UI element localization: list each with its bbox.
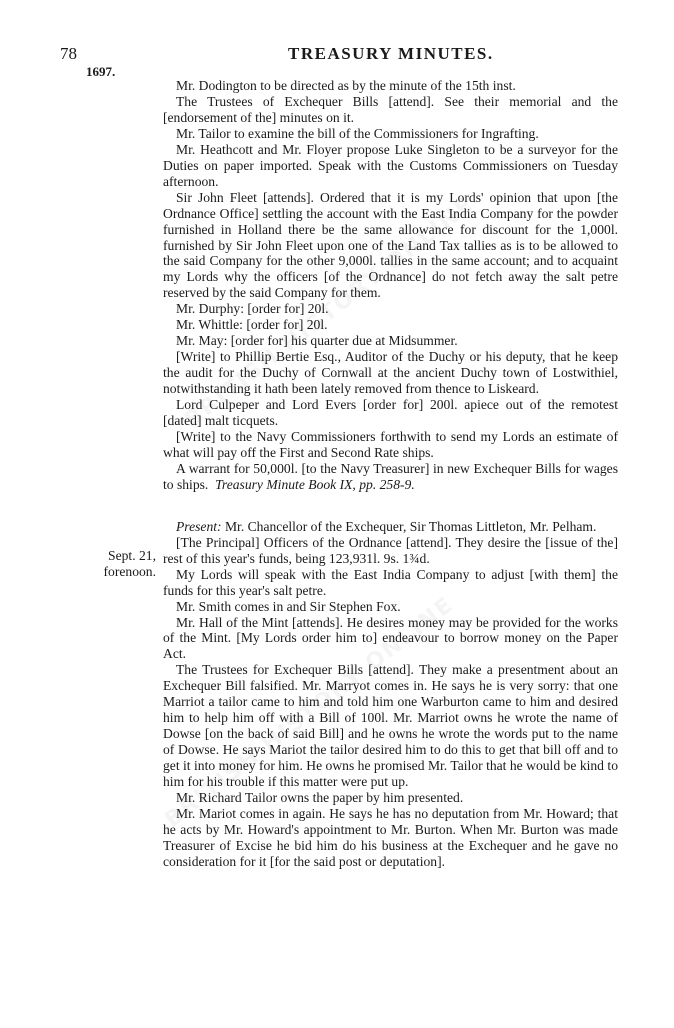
paragraph: Mr. May: [order for] his quarter due at Midsummer. xyxy=(176,333,458,349)
paragraph: [The Principal] Officers of the Ordnance [attend]. They desire the [issue of the] rest of this year's funds, being 123,931l. 9s. 1¾d. xyxy=(163,534,618,566)
paragraph: Lord Culpeper and Lord Evers [order for] 200l. apiece out of the remotest [dated] malt ticquets. xyxy=(163,397,618,429)
paragraph: [Write] to the Navy Commissioners forthwith to send my Lords an estimate of what will pay off the First and Second Rate ships. xyxy=(163,428,618,460)
paragraph: [Write] to Phillip Bertie Esq., Auditor of the Duchy or his deputy, that he keep the audit for the Duchy of Cornwall at the ancient Duchy town of Lostwithiel, notwithstanding it hath been lately removed from thence to Liskeard. xyxy=(163,349,618,397)
paragraph: Mr. Durphy: [order for] 20l. xyxy=(176,301,329,317)
present-text: Mr. Chancellor of the Exchequer, Sir Thomas Littleton, Mr. Pelham. xyxy=(224,518,597,534)
source-citation: Treasury Minute Book IX, pp. 258-9. xyxy=(215,476,415,492)
paragraph: The Trustees for Exchequer Bills [attend]. They make a presentment about an Exchequer Bill falsified. Mr. Marryot comes in. He says he is very sorry: that one Marriot a tailor came to him and told him one Warburton came to him and desired him to help him off with a Bill of 100l. Mr. Marriot owns he wrote the name of Dowse [on the back of said Bill] and he owns he wrote the words put to the name of Dowse. He says Mariot the tailor desired him to do this to get that bill off and to get it into money for him. He owns he promised Mr. Tailor that he would be kind to him for his trouble if this matter were put up. xyxy=(163,662,618,790)
paragraph: Mr. Dodington to be directed as by the minute of the 15th inst. xyxy=(176,78,516,93)
paragraph: Mr. Heathcott and Mr. Floyer propose Luke Singleton to be a surveyor for the Duties on paper imported. Speak with the Customs Commissioners on Tuesday afternoon. xyxy=(163,141,618,189)
paragraph: Mr. Smith comes in and Sir Stephen Fox. xyxy=(176,598,401,614)
paragraph: Mr. Mariot comes in again. He says he has no deputation from Mr. Howard; that he acts by Mr. Howard's appointment to Mr. Burton. When Mr. Burton was made Treasurer of Excise he bid him do his business at the Exchequer and he gave no consideration for it [for the said post or deputation]. xyxy=(163,805,618,869)
date-line: forenoon. xyxy=(103,563,156,579)
paragraph: The Trustees of Exchequer Bills [attend]. See their memorial and the [endorsement of the] minutes on it. xyxy=(163,93,618,125)
paragraph: Mr. Richard Tailor owns the paper by him presented. xyxy=(176,789,464,805)
page-number: 78 xyxy=(60,44,77,63)
present-line xyxy=(163,519,618,535)
section-1-body xyxy=(163,78,618,870)
paragraph: My Lords will speak with the East India Company to adjust [with them] the funds for this year's salt petre. xyxy=(163,566,618,598)
paragraph: Sir John Fleet [attends]. Ordered that it is my Lords' opinion that upon [the Ordnance Office] settling the account with the East India Company for the powder furnished in Holland there be the same allowance for discount for the 1,000l. furnished by Sir John Fleet upon one of the Land Tax tallies as is to be allowed to the said Company for the other 9,000l. tallies in the same account; and to acquaint my Lords why the officers [of the Ordnance] do not fetch away the salt petre reserved by the said Company for them. xyxy=(163,189,618,301)
page-title: TREASURY MINUTES. xyxy=(288,44,494,63)
paragraph: Mr. Whittle: [order for] 20l. xyxy=(176,317,328,333)
present-label: Present: xyxy=(176,518,222,534)
running-year: 1697. xyxy=(86,64,116,79)
date-line: Sept. 21, xyxy=(108,548,156,563)
date-sidenote xyxy=(60,548,156,580)
paragraph: Mr. Hall of the Mint [attends]. He desires money may be provided for the works of the Mint. [My Lords order him to] endeavour to borrow money on the Paper Act. xyxy=(163,614,618,662)
paragraph: Mr. Tailor to examine the bill of the Commissioners for Ingrafting. xyxy=(176,125,539,141)
paragraph-with-citation xyxy=(163,461,618,493)
paragraph-text: A warrant for 50,000l. [to the Navy Treasurer] in new Exchequer Bills for wages to ships. xyxy=(163,460,618,492)
